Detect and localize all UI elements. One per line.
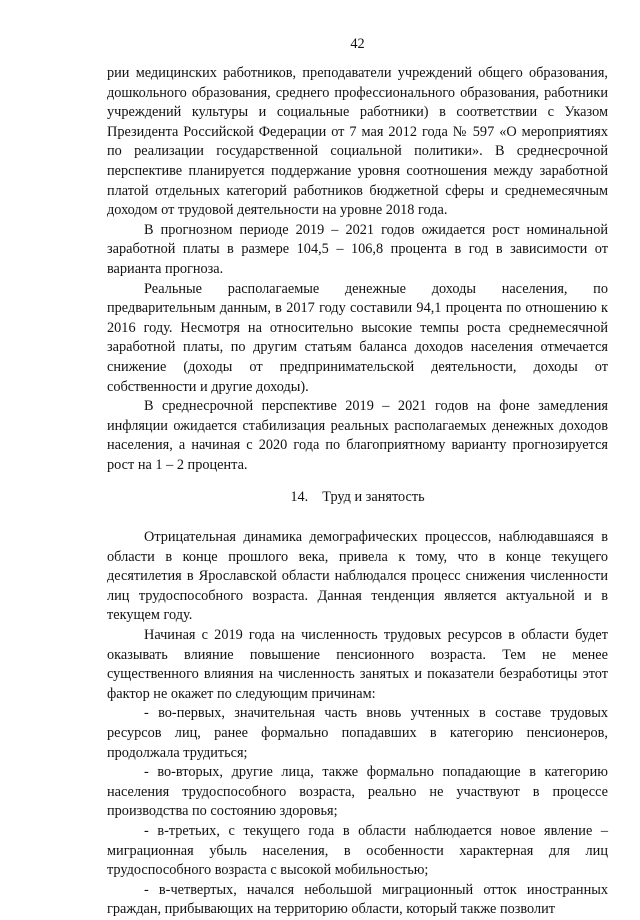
paragraph-demographics: Отрицательная динамика демографических процессов, наблюдавшаяся в области в конце прошлого века, привела к тому, что в конце текущего десятилетия в Ярославской области наблюдался процесс снижения численности лиц трудоспособного возраста. Данная тенденция является актуальной и в текущем году. xyxy=(107,529,608,624)
paragraph-wage-forecast: В прогнозном периоде 2019 – 2021 годов ожидается рост номинальной заработной платы в размере 104,5 – 106,8 процента в год в зависимости от варианта прогноза. xyxy=(107,221,608,277)
paragraph-real-income: Реальные располагаемые денежные доходы населения, по предварительным данным, в 2017 году составили 94,1 процента по отношению к 2016 году. Несмотря на относительно высокие темпы роста среднемесячной заработной платы, по другим статьям баланса доходов населения отмечается снижение (доходы от предпринимательской деятельности, доходы от собственности и другие доходы). xyxy=(107,280,608,395)
list-item-first: - во-первых, значительная часть вновь учтенных в составе трудовых ресурсов лиц, ранее формально попадавших в категорию пенсионеров, продолжала трудиться; xyxy=(107,705,608,761)
page-number: 42 xyxy=(350,36,365,52)
document-page xyxy=(107,34,608,920)
paragraph-pension-age: Начиная с 2019 года на численность трудовых ресурсов в области будет оказывать влияние повышение пенсионного возраста. Тем не менее существенного влияния на численность занятых и показатели безработицы этот фактор не окажет по следующим причинам: xyxy=(107,627,608,702)
section-title: Труд и занятость xyxy=(322,489,425,506)
list-item-second: - во-вторых, другие лица, также формально попадающие в категорию населения трудоспособного возраста, реально не участвуют в процессе производства по состоянию здоровья; xyxy=(107,764,608,820)
list-item-fourth: - в-четвертых, начался небольшой миграционный отток иностранных граждан, прибывающих на территорию области, который также позволит xyxy=(107,881,608,918)
list-item-third: - в-третьих, с текущего года в области наблюдается новое явление – миграционная убыль населения, в особенности характерная для лиц трудоспособного возраста с высокой мобильностью; xyxy=(107,822,608,879)
section-number: 14. xyxy=(290,489,309,506)
paragraph-medium-term: В среднесрочной перспективе 2019 – 2021 годов на фоне замедления инфляции ожидается стабилизация реальных располагаемых денежных доходов населения, а начиная с 2020 года по благоприятному варианту прогнозируется рост на 1 – 2 процента. xyxy=(107,398,608,473)
paragraph-continuation: рии медицинских работников, преподаватели учреждений общего образования, дошкольного образования, среднего профессионального образования, работники учреждений культуры и социальные работники) в соответствии с Указом Президента Российской Федерации от 7 мая 2012 года № 597 «О мероприятиях по реализации государственной социальной политики». В среднесрочной перспективе планируется поддержание уровня соотношения между заработной платой отдельных категорий работников бюджетной сферы и среднемесячным доходом от трудовой деятельности на уровне 2018 года. xyxy=(107,65,608,219)
section-heading xyxy=(107,488,608,508)
